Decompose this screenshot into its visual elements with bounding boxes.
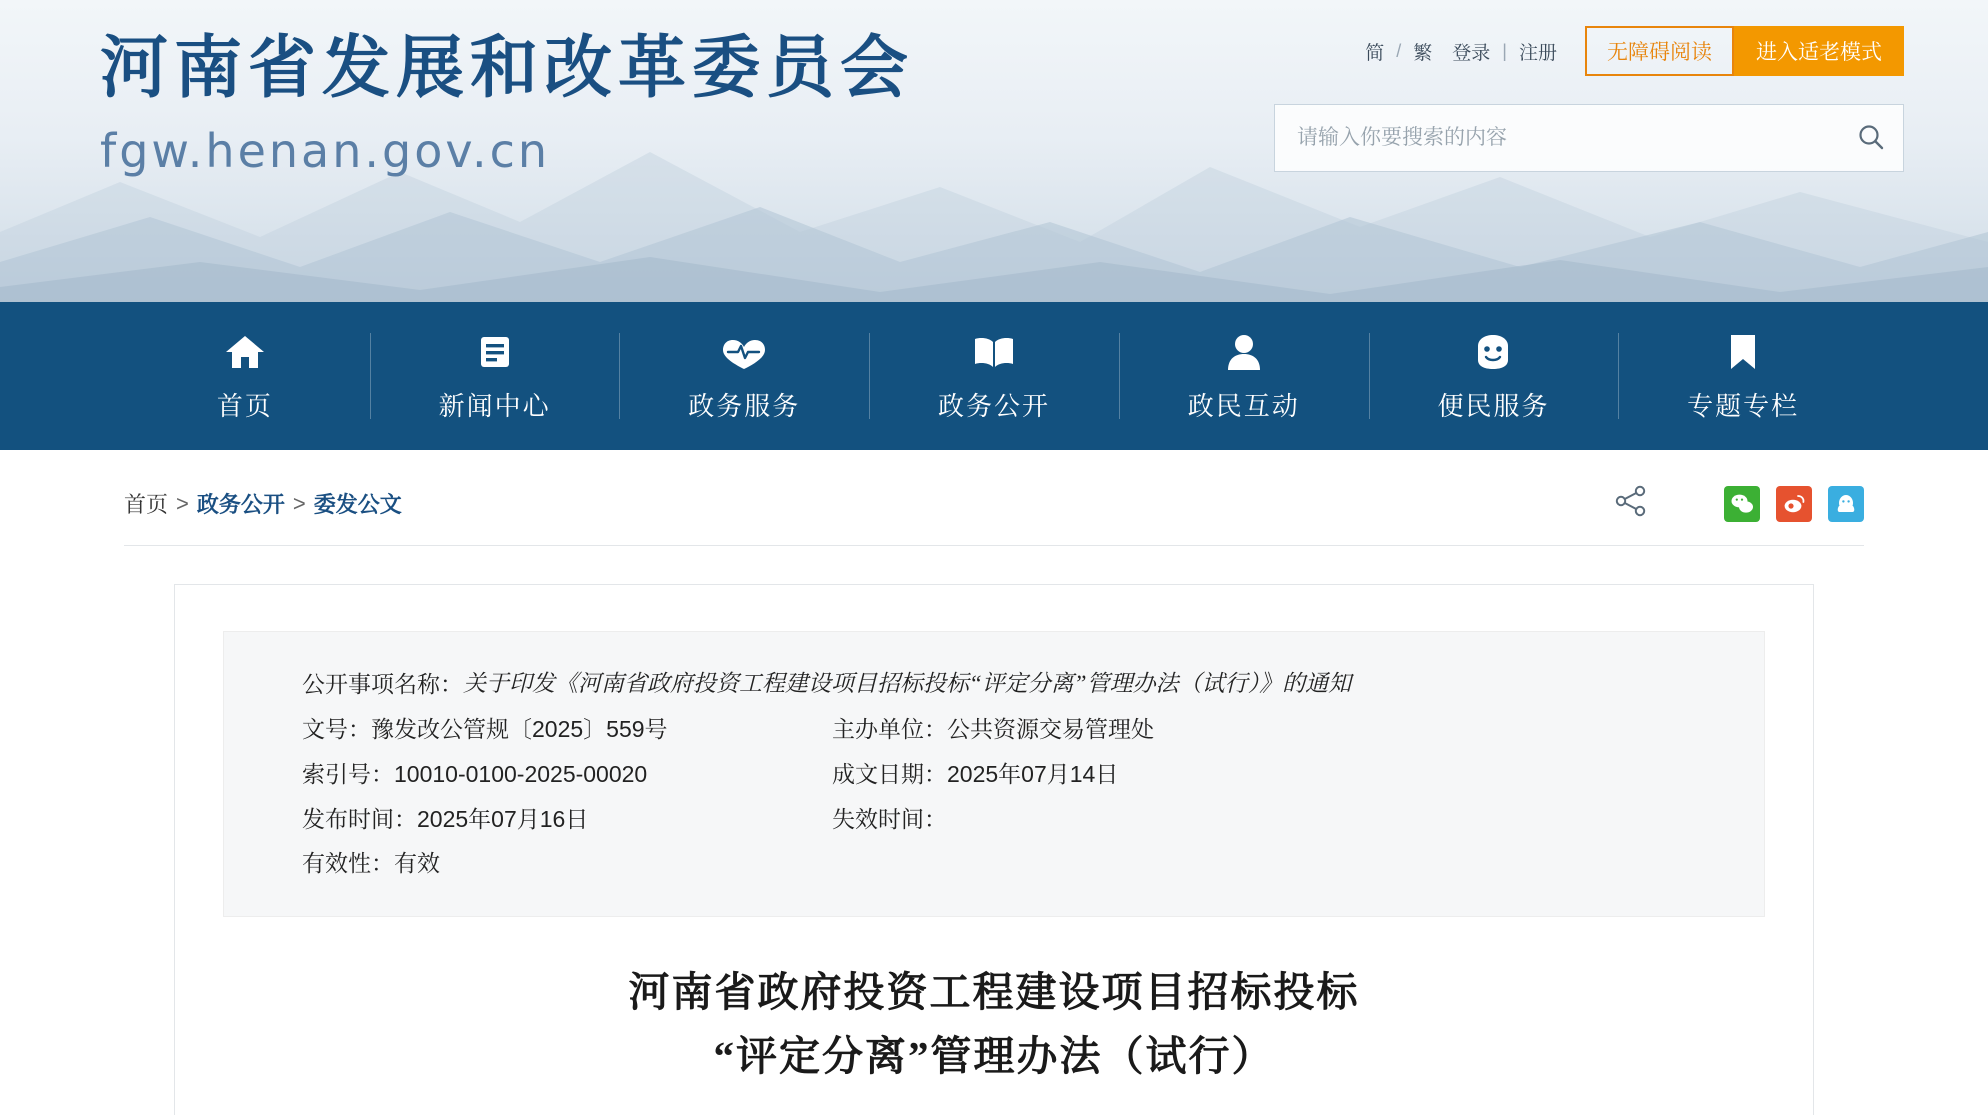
nav-item-special-column[interactable] — [1618, 321, 1868, 431]
article-meta-box — [223, 631, 1765, 917]
meta-key-docno: 文号： — [302, 715, 371, 742]
main-navigation — [0, 302, 1988, 450]
utility-divider: | — [1502, 40, 1507, 61]
search-box[interactable] — [1274, 104, 1904, 172]
share-group — [1614, 484, 1864, 523]
meta-value-index: 10010-0100-2025-00020 — [394, 760, 648, 787]
meta-key-hostunit: 主办单位： — [832, 715, 947, 742]
meta-key-written-date: 成文日期： — [832, 760, 947, 787]
page-title — [223, 961, 1765, 1088]
meta-expire — [832, 797, 1392, 842]
site-url: fgw.henan.gov.cn — [100, 124, 551, 179]
meta-row-name — [302, 662, 1686, 707]
meta-docno — [302, 707, 832, 752]
qq-icon[interactable] — [1828, 486, 1864, 522]
nav-label-government-service: 政务服务 — [688, 390, 801, 421]
meta-key-expire: 失效时间： — [832, 805, 947, 832]
breadcrumb-sep-1: > — [176, 490, 189, 516]
home-icon — [224, 330, 266, 374]
register-link[interactable]: 注册 — [1518, 42, 1557, 64]
nav-label-interaction: 政民互动 — [1187, 390, 1300, 421]
lang-simplified-link[interactable]: 简 — [1365, 42, 1385, 64]
meta-row-publish — [302, 797, 1686, 842]
meta-key-validity: 有效性： — [302, 850, 394, 877]
nav-item-interaction[interactable] — [1119, 321, 1369, 431]
breadcrumb-level3[interactable]: 委发公文 — [313, 492, 402, 517]
meta-key-index: 索引号： — [302, 760, 394, 787]
breadcrumb-home[interactable]: 首页 — [124, 492, 169, 517]
nav-label-convenience-service: 便民服务 — [1437, 390, 1550, 421]
nav-label-home: 首页 — [216, 390, 273, 421]
meta-validity — [302, 841, 832, 886]
nav-item-news[interactable] — [370, 321, 620, 431]
weibo-icon[interactable] — [1776, 486, 1812, 522]
login-link[interactable]: 登录 — [1452, 42, 1491, 64]
doc-title-line-2: “评定分离”管理办法（试行） — [713, 1032, 1275, 1079]
nav-item-government-service[interactable] — [619, 321, 869, 431]
search-input[interactable] — [1275, 105, 1839, 171]
meta-index — [302, 752, 832, 797]
header-utility-bar — [1355, 26, 1904, 76]
meta-value-hostunit: 公共资源交易管理处 — [947, 715, 1154, 742]
meta-row-validity — [302, 841, 1686, 886]
meta-row-index — [302, 752, 1686, 797]
nav-label-special-column: 专题专栏 — [1687, 390, 1800, 421]
search-button[interactable] — [1839, 105, 1903, 171]
meta-value-written-date: 2025年07月14日 — [947, 760, 1119, 787]
breadcrumb-section — [0, 450, 1988, 546]
meta-hostunit — [832, 707, 1392, 752]
nav-item-government-disclosure[interactable] — [869, 321, 1119, 431]
meta-publish — [302, 797, 832, 842]
search-icon — [1855, 122, 1887, 154]
nav-item-home[interactable] — [120, 321, 370, 431]
meta-written-date — [832, 752, 1392, 797]
accessible-reading-button[interactable]: 无障碍阅读 — [1585, 26, 1734, 76]
meta-value-validity: 有效 — [394, 850, 440, 877]
breadcrumb-sep-2: > — [292, 490, 306, 516]
news-icon — [475, 330, 515, 374]
lang-traditional-link[interactable]: 繁 — [1413, 42, 1433, 64]
nav-label-government-disclosure: 政务公开 — [938, 390, 1051, 421]
site-banner — [0, 0, 1988, 302]
breadcrumb-level2[interactable]: 政务公开 — [196, 492, 285, 517]
meta-value-publish: 2025年07月16日 — [417, 805, 589, 832]
person-icon — [1225, 330, 1263, 374]
site-logo[interactable] — [100, 30, 914, 178]
article-card-wrap — [0, 584, 1988, 1115]
breadcrumb — [124, 488, 402, 519]
nav-label-news: 新闻中心 — [438, 390, 551, 421]
article-card — [174, 584, 1814, 1115]
wechat-icon[interactable] — [1724, 486, 1760, 522]
meta-row-docno — [302, 707, 1686, 752]
meta-key-name: 公开事项名称： — [302, 671, 463, 697]
meta-key-publish: 发布时间： — [302, 805, 417, 832]
bookmark-icon — [1726, 330, 1760, 374]
elder-mode-button[interactable]: 进入适老模式 — [1734, 26, 1904, 76]
book-icon — [971, 330, 1017, 374]
meta-value-docno: 豫发改公管规〔2025〕559号 — [371, 715, 668, 742]
lang-separator: / — [1396, 40, 1402, 61]
share-icon[interactable] — [1614, 484, 1648, 523]
site-title: 河南省发展和改革委员会 — [100, 29, 915, 108]
smile-icon — [1472, 330, 1514, 374]
nav-item-convenience-service[interactable] — [1369, 321, 1619, 431]
service-icon — [720, 330, 768, 374]
meta-value-name: 关于印发《河南省政府投资工程建设项目招标投标“评定分离”管理办法（试行）》的通知 — [463, 671, 1352, 696]
doc-title-line-1: 河南省政府投资工程建设项目招标投标 — [628, 969, 1360, 1016]
